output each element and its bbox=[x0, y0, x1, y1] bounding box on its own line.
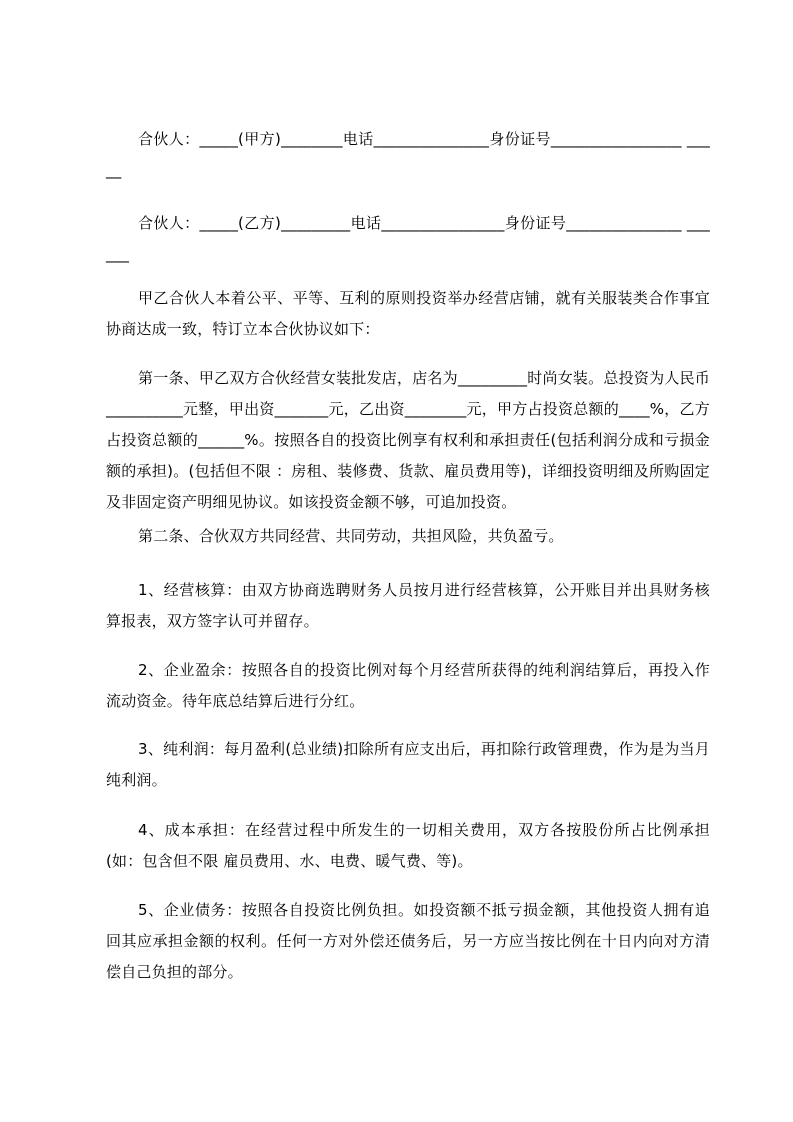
article-1-paragraph: 第一条、甲乙双方合伙经营女装批发店，店名为_________时尚女装。总投资为人民币__________元整，甲出资_______元，乙出资________元，甲方占投资总额的____%，乙方占投资总额的______%。按照各自的投资比例享有权利和承担责任(包括利润分成和亏损金额的承担)。(包括但不限 ：房租、装修费、货款、雇员费用等)，详细投资明细及所购固定及非固定资产明细见协议。如该投资金额不够，可追加投资。 bbox=[106, 369, 710, 511]
partner-b-line: 合伙人：_____(乙方)_________电话________________身份证号_______________ ______ bbox=[106, 214, 710, 263]
preamble-paragraph: 甲乙合伙人本着公平、平等、互利的原则投资举办经营店铺，就有关服装类合作事宜协商达成一致，特订立本合伙协议如下： bbox=[106, 289, 710, 338]
clause-3-net-profit: 3、纯利润：每月盈利(总业绩)扣除所有应支出后，再扣除行政管理费，作为是为当月纯利润。 bbox=[106, 740, 710, 789]
clause-4-cost-sharing: 4、成本承担：在经营过程中所发生的一切相关费用，双方各按股份所占比例承担(如：包含但不限 雇员费用、水、电费、暖气费、等)。 bbox=[106, 821, 710, 870]
partner-a-line: 合伙人：_____(甲方)________电话_______________身份证号_________________ _____ bbox=[106, 130, 710, 179]
clause-1-accounting: 1、经营核算：由双方协商选聘财务人员按月进行经营核算，公开账目并出具财务核算报表，双方签字认可并留存。 bbox=[106, 581, 710, 630]
clause-5-debts: 5、企业债务：按照各自投资比例负担。如投资额不抵亏损金额，其他投资人拥有追回其应承担金额的权利。任何一方对外偿还债务后，另一方应当按比例在十日内向对方清偿自己负担的部分。 bbox=[106, 901, 710, 981]
article-2-paragraph: 第二条、合伙双方共同经营、共同劳动，共担风险，共负盈亏。 bbox=[138, 527, 564, 545]
clause-2-surplus: 2、企业盈余：按照各自的投资比例对每个月经营所获得的纯利润结算后，再投入作流动资金。待年底总结算后进行分红。 bbox=[106, 661, 710, 710]
